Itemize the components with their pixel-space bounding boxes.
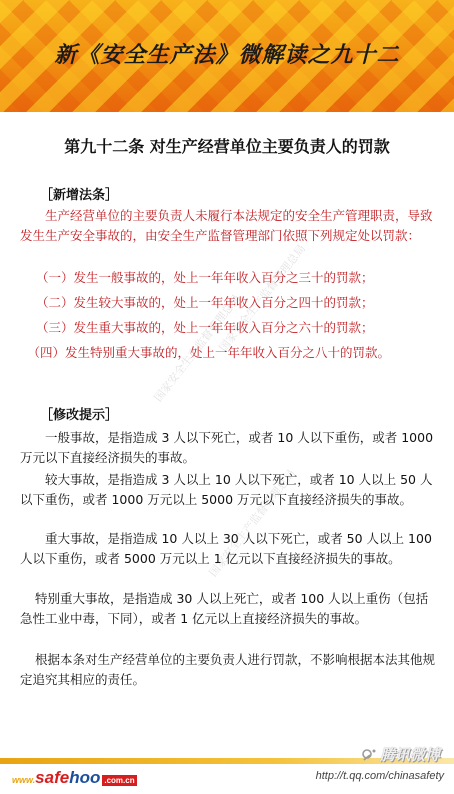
tips-paragraph: 一般事故，是指造成 3 人以下死亡，或者 10 人以下重伤，或者 1000 万元以下直接经济损失的事故。 [20, 430, 434, 465]
header-banner [0, 0, 454, 112]
tips-paragraph: 较大事故，是指造成 3 人以上 10 人以下死亡，或者 10 人以上 50 人以下重伤，或者 1000 万元以上 5000 万元以下直接经济损失的事故。 [20, 472, 433, 507]
logo-com: .com.cn [104, 776, 135, 785]
clause-item: （二）发生较大事故的，处上一年年收入百分之四十的罚款； [36, 295, 374, 310]
new-clause-intro: 生产经营单位的主要负责人未履行本法规定的安全生产管理职责，导致发生生产安全事故的，由安全生产监督管理部门依照下列规定处以罚款： [20, 208, 433, 243]
banner-title: 新《安全生产法》微解读之九十二 [54, 42, 400, 68]
logo-safe: safe [35, 768, 70, 787]
logo-www: www. [12, 775, 36, 785]
new-clause-label: ［新增法条］ [40, 188, 119, 203]
clause-item: （三）发生重大事故的，处上一年年收入百分之六十的罚款； [36, 320, 374, 335]
watermark: 国家安全生产监督管理总局 [206, 467, 299, 580]
clause-item: （四）发生特别重大事故的，处上一年年收入百分之八十的罚款。 [27, 345, 391, 360]
tips-paragraph: 特别重大事故，是指造成 30 人以上死亡，或者 100 人以上重伤（包括急性工业中毒，下同），或者 1 亿元以上直接经济损失的事故。 [20, 591, 429, 626]
weibo-label: 腾讯微博 [379, 746, 440, 764]
weibo-brand[interactable] [361, 744, 440, 765]
tencent-weibo-icon [361, 748, 377, 762]
tips-paragraph: 根据本条对生产经营单位的主要负责人进行罚款，不影响根据本法其他规定追究其相应的责任。 [20, 652, 436, 687]
article-title: 第九十二条 对生产经营单位主要负责人的罚款 [64, 137, 390, 156]
tips-paragraph: 重大事故，是指造成 10 人以上 30 人以下死亡，或者 50 人以上 100 人以下重伤，或者 5000 万元以上 1 亿元以下直接经济损失的事故。 [20, 531, 432, 566]
watermark: 国家安全生产监督管理总局 [151, 292, 244, 405]
footer [0, 744, 454, 794]
logo-hoo: hoo [69, 768, 101, 787]
tips-label: ［修改提示］ [40, 408, 119, 423]
watermark: 国家安全生产监督管理总局 [216, 242, 309, 355]
safehoo-logo[interactable] [12, 768, 137, 786]
clause-item: （一）发生一般事故的，处上一年年收入百分之三十的罚款； [36, 270, 374, 285]
weibo-url[interactable]: http://t.qq.com/chinasafety [315, 770, 444, 782]
